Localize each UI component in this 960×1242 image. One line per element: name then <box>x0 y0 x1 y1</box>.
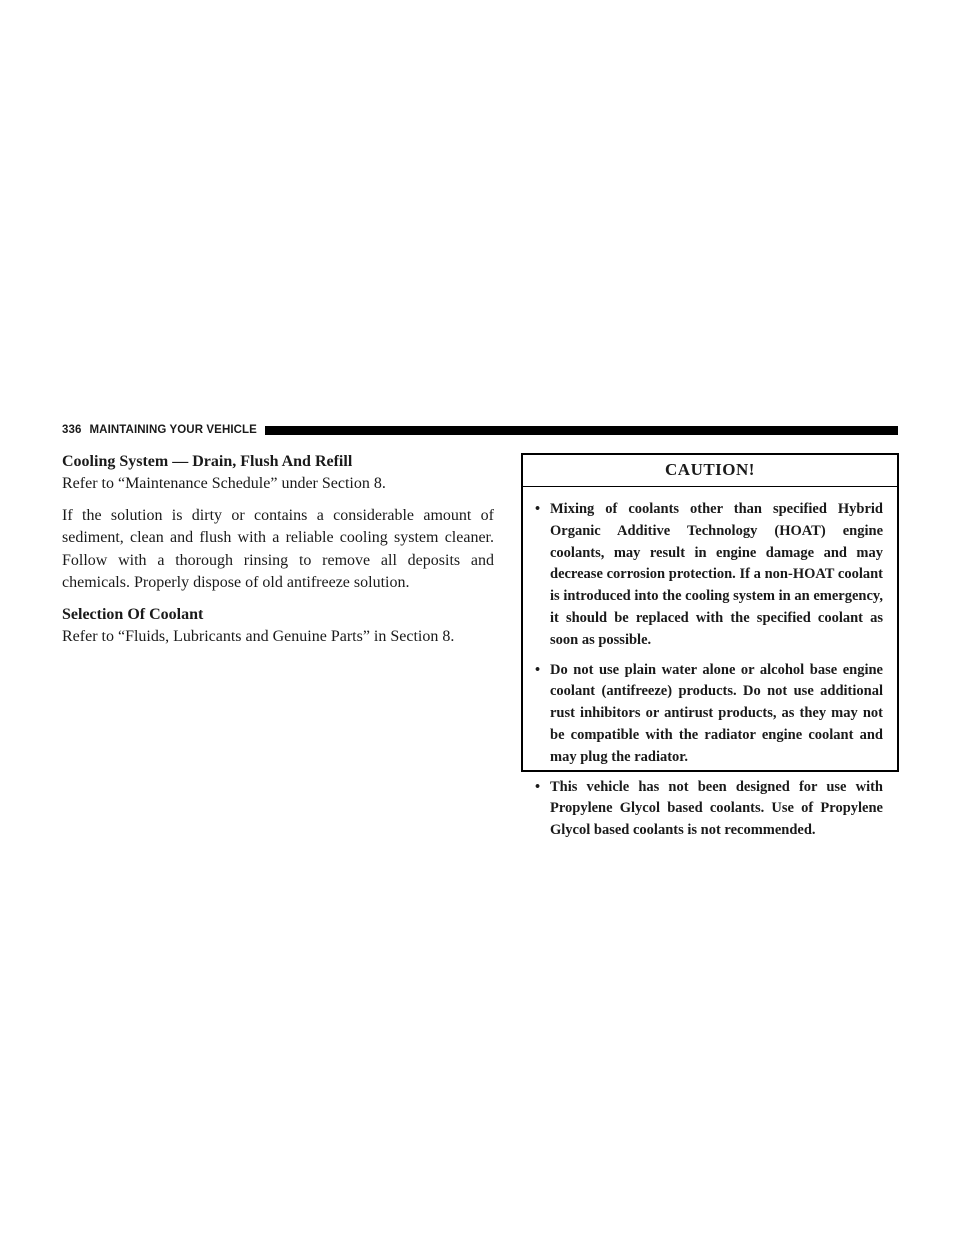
page-number: 336 <box>62 424 82 436</box>
caution-box <box>521 453 899 839</box>
section-title: MAINTAINING YOUR VEHICLE <box>89 424 257 436</box>
header-rule <box>265 426 898 435</box>
caution-list <box>523 487 897 842</box>
caution-item-text: Do not use plain water alone or alcohol base engine coolant (antifreeze) products. Do not use additional rust inhibitors or antirust products, as they may not be compatible with the radiator engine coolant and may plug the radiator. <box>550 661 883 765</box>
paragraph-maintenance-ref: Refer to “Maintenance Schedule” under Section 8. <box>62 475 386 492</box>
bullet-icon: • <box>535 661 541 678</box>
caution-title: CAUTION! <box>523 455 897 487</box>
paragraph-flush-instructions: If the solution is dirty or contains a considerable amount of sediment, clean and flush with a reliable cooling system cleaner. Follow with a thorough rinsing to remove all deposits and chemicals. Properly dispose of old antifreeze solution. <box>62 507 494 591</box>
bullet-icon: • <box>535 778 541 795</box>
header-text <box>62 424 257 436</box>
caution-item-text: This vehicle has not been designed for use with Propylene Glycol based coolants. Use of Propylene Glycol based coolants is not recommended. <box>550 778 883 839</box>
caution-item <box>535 499 883 652</box>
caution-item <box>535 777 883 842</box>
bullet-icon: • <box>535 501 541 517</box>
left-column <box>62 451 494 648</box>
heading-cooling-system: Cooling System — Drain, Flush And Refill <box>62 453 353 470</box>
paragraph-fluids-ref: Refer to “Fluids, Lubricants and Genuine Parts” in Section 8. <box>62 628 455 646</box>
page-header <box>62 423 898 437</box>
caution-item <box>535 660 883 769</box>
caution-item-text: Mixing of coolants other than specified Hybrid Organic Additive Technology (HOAT) engine coolants, may result in engine damage and may decrease corrosion protection. If a non-HOAT coolant is introduced into the cooling system in an emergency, it should be replaced with the specified coolant as soon as possible. <box>550 501 883 648</box>
heading-selection-of-coolant: Selection Of Coolant <box>62 606 204 624</box>
